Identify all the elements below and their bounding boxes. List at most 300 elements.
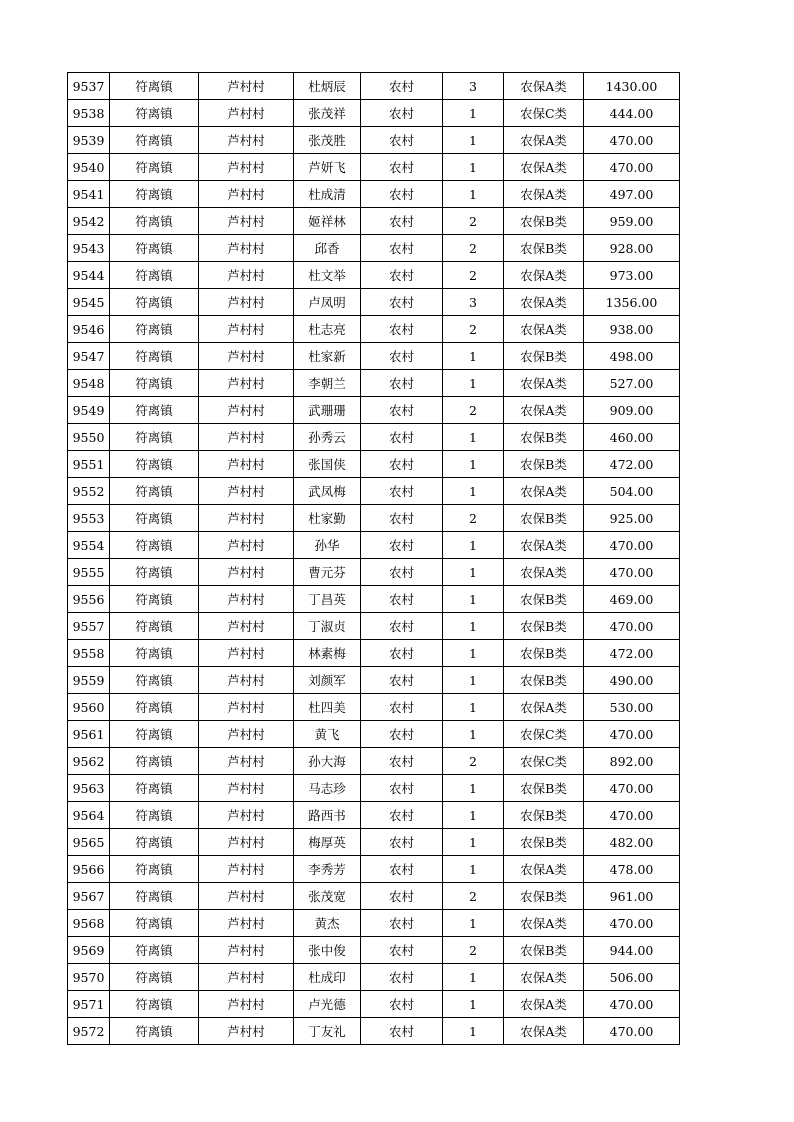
cell-household-type: 农村 <box>361 208 443 235</box>
table-row <box>68 910 680 937</box>
cell-row-number: 9548 <box>68 370 110 397</box>
table-row <box>68 802 680 829</box>
cell-village: 芦村村 <box>199 343 294 370</box>
cell-insurance-class: 农保A类 <box>504 154 584 181</box>
cell-village: 芦村村 <box>199 478 294 505</box>
cell-village: 芦村村 <box>199 505 294 532</box>
cell-village: 芦村村 <box>199 559 294 586</box>
table-row <box>68 667 680 694</box>
cell-row-number: 9542 <box>68 208 110 235</box>
cell-name: 姬祥林 <box>294 208 361 235</box>
cell-amount: 944.00 <box>584 937 680 964</box>
table-row <box>68 424 680 451</box>
cell-row-number: 9555 <box>68 559 110 586</box>
cell-row-number: 9572 <box>68 1018 110 1045</box>
cell-town: 符离镇 <box>110 856 199 883</box>
cell-insurance-class: 农保B类 <box>504 883 584 910</box>
cell-town: 符离镇 <box>110 505 199 532</box>
cell-amount: 470.00 <box>584 127 680 154</box>
cell-row-number: 9559 <box>68 667 110 694</box>
cell-insurance-class: 农保A类 <box>504 73 584 100</box>
cell-household-type: 农村 <box>361 721 443 748</box>
cell-village: 芦村村 <box>199 748 294 775</box>
cell-town: 符离镇 <box>110 748 199 775</box>
cell-family-size: 1 <box>443 532 504 559</box>
table-row <box>68 397 680 424</box>
cell-village: 芦村村 <box>199 883 294 910</box>
cell-town: 符离镇 <box>110 397 199 424</box>
cell-village: 芦村村 <box>199 397 294 424</box>
cell-family-size: 1 <box>443 559 504 586</box>
table-row <box>68 478 680 505</box>
cell-household-type: 农村 <box>361 154 443 181</box>
cell-village: 芦村村 <box>199 802 294 829</box>
cell-household-type: 农村 <box>361 127 443 154</box>
cell-amount: 472.00 <box>584 451 680 478</box>
table-row <box>68 451 680 478</box>
cell-town: 符离镇 <box>110 127 199 154</box>
cell-family-size: 1 <box>443 775 504 802</box>
cell-town: 符离镇 <box>110 532 199 559</box>
cell-town: 符离镇 <box>110 667 199 694</box>
cell-row-number: 9570 <box>68 964 110 991</box>
cell-household-type: 农村 <box>361 559 443 586</box>
cell-amount: 460.00 <box>584 424 680 451</box>
cell-family-size: 1 <box>443 829 504 856</box>
cell-family-size: 2 <box>443 505 504 532</box>
cell-insurance-class: 农保B类 <box>504 640 584 667</box>
cell-insurance-class: 农保A类 <box>504 856 584 883</box>
cell-amount: 527.00 <box>584 370 680 397</box>
cell-amount: 478.00 <box>584 856 680 883</box>
cell-family-size: 1 <box>443 964 504 991</box>
cell-name: 李秀芳 <box>294 856 361 883</box>
table-row <box>68 613 680 640</box>
cell-village: 芦村村 <box>199 532 294 559</box>
cell-household-type: 农村 <box>361 802 443 829</box>
cell-row-number: 9551 <box>68 451 110 478</box>
cell-insurance-class: 农保A类 <box>504 289 584 316</box>
table-row <box>68 640 680 667</box>
cell-row-number: 9564 <box>68 802 110 829</box>
cell-town: 符离镇 <box>110 991 199 1018</box>
cell-town: 符离镇 <box>110 343 199 370</box>
cell-name: 丁友礼 <box>294 1018 361 1045</box>
cell-town: 符离镇 <box>110 181 199 208</box>
table-row <box>68 856 680 883</box>
cell-household-type: 农村 <box>361 262 443 289</box>
cell-town: 符离镇 <box>110 100 199 127</box>
cell-town: 符离镇 <box>110 1018 199 1045</box>
cell-amount: 470.00 <box>584 613 680 640</box>
cell-row-number: 9540 <box>68 154 110 181</box>
cell-row-number: 9565 <box>68 829 110 856</box>
cell-insurance-class: 农保B类 <box>504 613 584 640</box>
cell-name: 张茂胜 <box>294 127 361 154</box>
cell-town: 符离镇 <box>110 154 199 181</box>
cell-household-type: 农村 <box>361 1018 443 1045</box>
cell-insurance-class: 农保A类 <box>504 478 584 505</box>
cell-household-type: 农村 <box>361 100 443 127</box>
cell-household-type: 农村 <box>361 343 443 370</box>
cell-insurance-class: 农保A类 <box>504 262 584 289</box>
cell-name: 黄飞 <box>294 721 361 748</box>
cell-name: 芦妍飞 <box>294 154 361 181</box>
cell-family-size: 1 <box>443 694 504 721</box>
cell-name: 孙大海 <box>294 748 361 775</box>
cell-name: 卢凤明 <box>294 289 361 316</box>
cell-family-size: 1 <box>443 991 504 1018</box>
cell-town: 符离镇 <box>110 586 199 613</box>
cell-village: 芦村村 <box>199 640 294 667</box>
cell-name: 杜炳辰 <box>294 73 361 100</box>
cell-name: 卢光德 <box>294 991 361 1018</box>
cell-amount: 928.00 <box>584 235 680 262</box>
table-row <box>68 73 680 100</box>
cell-row-number: 9538 <box>68 100 110 127</box>
cell-family-size: 2 <box>443 937 504 964</box>
cell-household-type: 农村 <box>361 235 443 262</box>
cell-insurance-class: 农保A类 <box>504 181 584 208</box>
cell-name: 丁淑贞 <box>294 613 361 640</box>
cell-row-number: 9554 <box>68 532 110 559</box>
cell-village: 芦村村 <box>199 1018 294 1045</box>
cell-village: 芦村村 <box>199 181 294 208</box>
cell-town: 符离镇 <box>110 640 199 667</box>
cell-amount: 470.00 <box>584 154 680 181</box>
table-row <box>68 235 680 262</box>
cell-insurance-class: 农保A类 <box>504 370 584 397</box>
cell-insurance-class: 农保B类 <box>504 235 584 262</box>
cell-household-type: 农村 <box>361 532 443 559</box>
cell-name: 张国侠 <box>294 451 361 478</box>
table-row <box>68 262 680 289</box>
cell-row-number: 9561 <box>68 721 110 748</box>
cell-insurance-class: 农保B类 <box>504 667 584 694</box>
cell-insurance-class: 农保B类 <box>504 424 584 451</box>
cell-name: 杜四美 <box>294 694 361 721</box>
cell-amount: 472.00 <box>584 640 680 667</box>
cell-family-size: 2 <box>443 397 504 424</box>
cell-row-number: 9539 <box>68 127 110 154</box>
cell-amount: 1356.00 <box>584 289 680 316</box>
cell-amount: 506.00 <box>584 964 680 991</box>
cell-insurance-class: 农保B类 <box>504 937 584 964</box>
cell-insurance-class: 农保A类 <box>504 316 584 343</box>
cell-household-type: 农村 <box>361 694 443 721</box>
cell-village: 芦村村 <box>199 775 294 802</box>
cell-village: 芦村村 <box>199 991 294 1018</box>
cell-family-size: 1 <box>443 343 504 370</box>
cell-village: 芦村村 <box>199 289 294 316</box>
cell-family-size: 2 <box>443 883 504 910</box>
cell-amount: 530.00 <box>584 694 680 721</box>
cell-family-size: 1 <box>443 451 504 478</box>
cell-amount: 498.00 <box>584 343 680 370</box>
cell-insurance-class: 农保C类 <box>504 748 584 775</box>
cell-town: 符离镇 <box>110 451 199 478</box>
cell-amount: 497.00 <box>584 181 680 208</box>
cell-row-number: 9545 <box>68 289 110 316</box>
table-row <box>68 694 680 721</box>
cell-insurance-class: 农保A类 <box>504 559 584 586</box>
cell-insurance-class: 农保B类 <box>504 208 584 235</box>
cell-town: 符离镇 <box>110 424 199 451</box>
cell-name: 孙秀云 <box>294 424 361 451</box>
cell-village: 芦村村 <box>199 721 294 748</box>
cell-insurance-class: 农保A类 <box>504 127 584 154</box>
cell-name: 李朝兰 <box>294 370 361 397</box>
table-row <box>68 100 680 127</box>
cell-insurance-class: 农保C类 <box>504 100 584 127</box>
cell-village: 芦村村 <box>199 694 294 721</box>
cell-row-number: 9544 <box>68 262 110 289</box>
table-row <box>68 883 680 910</box>
cell-name: 杜成印 <box>294 964 361 991</box>
cell-amount: 504.00 <box>584 478 680 505</box>
cell-name: 张茂祥 <box>294 100 361 127</box>
cell-name: 杜家勤 <box>294 505 361 532</box>
cell-name: 武凤梅 <box>294 478 361 505</box>
cell-amount: 938.00 <box>584 316 680 343</box>
cell-amount: 973.00 <box>584 262 680 289</box>
cell-amount: 470.00 <box>584 721 680 748</box>
cell-insurance-class: 农保A类 <box>504 964 584 991</box>
cell-household-type: 农村 <box>361 667 443 694</box>
cell-name: 路西书 <box>294 802 361 829</box>
cell-insurance-class: 农保B类 <box>504 505 584 532</box>
cell-insurance-class: 农保A类 <box>504 991 584 1018</box>
cell-town: 符离镇 <box>110 262 199 289</box>
cell-name: 张中俊 <box>294 937 361 964</box>
cell-amount: 470.00 <box>584 802 680 829</box>
cell-amount: 470.00 <box>584 775 680 802</box>
cell-row-number: 9537 <box>68 73 110 100</box>
cell-row-number: 9553 <box>68 505 110 532</box>
cell-household-type: 农村 <box>361 73 443 100</box>
cell-name: 林素梅 <box>294 640 361 667</box>
cell-town: 符离镇 <box>110 694 199 721</box>
cell-town: 符离镇 <box>110 235 199 262</box>
cell-name: 杜成清 <box>294 181 361 208</box>
cell-town: 符离镇 <box>110 802 199 829</box>
cell-household-type: 农村 <box>361 856 443 883</box>
cell-village: 芦村村 <box>199 208 294 235</box>
cell-family-size: 2 <box>443 262 504 289</box>
cell-family-size: 1 <box>443 154 504 181</box>
cell-amount: 909.00 <box>584 397 680 424</box>
cell-row-number: 9569 <box>68 937 110 964</box>
table-row <box>68 289 680 316</box>
cell-household-type: 农村 <box>361 991 443 1018</box>
cell-insurance-class: 农保A类 <box>504 397 584 424</box>
cell-row-number: 9550 <box>68 424 110 451</box>
cell-row-number: 9557 <box>68 613 110 640</box>
cell-name: 孙华 <box>294 532 361 559</box>
table-row <box>68 316 680 343</box>
cell-family-size: 1 <box>443 613 504 640</box>
table-row <box>68 775 680 802</box>
cell-insurance-class: 农保A类 <box>504 910 584 937</box>
table-row <box>68 964 680 991</box>
cell-town: 符离镇 <box>110 721 199 748</box>
cell-household-type: 农村 <box>361 586 443 613</box>
table-row <box>68 991 680 1018</box>
cell-name: 武珊珊 <box>294 397 361 424</box>
cell-amount: 470.00 <box>584 991 680 1018</box>
cell-name: 黄杰 <box>294 910 361 937</box>
cell-amount: 470.00 <box>584 910 680 937</box>
cell-name: 张茂宽 <box>294 883 361 910</box>
cell-family-size: 2 <box>443 235 504 262</box>
cell-household-type: 农村 <box>361 451 443 478</box>
cell-family-size: 1 <box>443 100 504 127</box>
cell-town: 符离镇 <box>110 775 199 802</box>
cell-family-size: 1 <box>443 640 504 667</box>
cell-amount: 470.00 <box>584 532 680 559</box>
cell-household-type: 农村 <box>361 478 443 505</box>
cell-family-size: 1 <box>443 127 504 154</box>
cell-household-type: 农村 <box>361 829 443 856</box>
table-row <box>68 370 680 397</box>
cell-insurance-class: 农保A类 <box>504 1018 584 1045</box>
cell-town: 符离镇 <box>110 613 199 640</box>
table-row <box>68 937 680 964</box>
cell-village: 芦村村 <box>199 154 294 181</box>
cell-town: 符离镇 <box>110 883 199 910</box>
cell-insurance-class: 农保B类 <box>504 343 584 370</box>
cell-amount: 490.00 <box>584 667 680 694</box>
cell-name: 杜家新 <box>294 343 361 370</box>
cell-household-type: 农村 <box>361 316 443 343</box>
cell-family-size: 1 <box>443 802 504 829</box>
cell-town: 符离镇 <box>110 370 199 397</box>
table-row <box>68 532 680 559</box>
cell-town: 符离镇 <box>110 289 199 316</box>
cell-insurance-class: 农保B类 <box>504 775 584 802</box>
cell-name: 刘颜军 <box>294 667 361 694</box>
cell-amount: 482.00 <box>584 829 680 856</box>
cell-family-size: 1 <box>443 181 504 208</box>
cell-name: 杜文举 <box>294 262 361 289</box>
cell-row-number: 9567 <box>68 883 110 910</box>
table-row <box>68 181 680 208</box>
cell-village: 芦村村 <box>199 73 294 100</box>
cell-row-number: 9541 <box>68 181 110 208</box>
cell-village: 芦村村 <box>199 100 294 127</box>
cell-town: 符离镇 <box>110 937 199 964</box>
cell-insurance-class: 农保B类 <box>504 802 584 829</box>
cell-family-size: 1 <box>443 586 504 613</box>
table-row <box>68 154 680 181</box>
table-row <box>68 829 680 856</box>
cell-row-number: 9568 <box>68 910 110 937</box>
cell-name: 丁昌英 <box>294 586 361 613</box>
cell-insurance-class: 农保A类 <box>504 694 584 721</box>
cell-household-type: 农村 <box>361 964 443 991</box>
cell-village: 芦村村 <box>199 910 294 937</box>
cell-amount: 1430.00 <box>584 73 680 100</box>
cell-town: 符离镇 <box>110 559 199 586</box>
table-row <box>68 1018 680 1045</box>
table-row <box>68 505 680 532</box>
cell-village: 芦村村 <box>199 964 294 991</box>
cell-family-size: 2 <box>443 316 504 343</box>
cell-amount: 444.00 <box>584 100 680 127</box>
cell-household-type: 农村 <box>361 613 443 640</box>
cell-row-number: 9562 <box>68 748 110 775</box>
cell-family-size: 3 <box>443 73 504 100</box>
cell-village: 芦村村 <box>199 586 294 613</box>
cell-name: 杜志亮 <box>294 316 361 343</box>
cell-row-number: 9556 <box>68 586 110 613</box>
cell-family-size: 1 <box>443 424 504 451</box>
cell-name: 马志珍 <box>294 775 361 802</box>
cell-family-size: 1 <box>443 667 504 694</box>
cell-amount: 470.00 <box>584 1018 680 1045</box>
cell-village: 芦村村 <box>199 262 294 289</box>
cell-village: 芦村村 <box>199 235 294 262</box>
table-row <box>68 559 680 586</box>
table-row <box>68 127 680 154</box>
cell-household-type: 农村 <box>361 289 443 316</box>
table-row <box>68 586 680 613</box>
cell-family-size: 1 <box>443 1018 504 1045</box>
cell-row-number: 9566 <box>68 856 110 883</box>
cell-amount: 892.00 <box>584 748 680 775</box>
cell-household-type: 农村 <box>361 181 443 208</box>
cell-village: 芦村村 <box>199 316 294 343</box>
cell-household-type: 农村 <box>361 424 443 451</box>
cell-household-type: 农村 <box>361 505 443 532</box>
cell-row-number: 9546 <box>68 316 110 343</box>
cell-amount: 470.00 <box>584 559 680 586</box>
cell-family-size: 2 <box>443 748 504 775</box>
cell-name: 邱香 <box>294 235 361 262</box>
cell-household-type: 农村 <box>361 883 443 910</box>
cell-insurance-class: 农保B类 <box>504 586 584 613</box>
table-row <box>68 208 680 235</box>
cell-town: 符离镇 <box>110 478 199 505</box>
cell-town: 符离镇 <box>110 964 199 991</box>
cell-village: 芦村村 <box>199 937 294 964</box>
cell-family-size: 2 <box>443 208 504 235</box>
cell-village: 芦村村 <box>199 127 294 154</box>
cell-household-type: 农村 <box>361 748 443 775</box>
cell-household-type: 农村 <box>361 397 443 424</box>
cell-insurance-class: 农保B类 <box>504 451 584 478</box>
cell-family-size: 1 <box>443 721 504 748</box>
records-table <box>67 72 680 1045</box>
cell-family-size: 1 <box>443 910 504 937</box>
cell-row-number: 9571 <box>68 991 110 1018</box>
cell-village: 芦村村 <box>199 451 294 478</box>
cell-town: 符离镇 <box>110 829 199 856</box>
cell-row-number: 9543 <box>68 235 110 262</box>
table-row <box>68 721 680 748</box>
cell-town: 符离镇 <box>110 910 199 937</box>
table-row <box>68 343 680 370</box>
cell-household-type: 农村 <box>361 937 443 964</box>
cell-town: 符离镇 <box>110 316 199 343</box>
cell-household-type: 农村 <box>361 640 443 667</box>
cell-village: 芦村村 <box>199 856 294 883</box>
cell-village: 芦村村 <box>199 424 294 451</box>
cell-town: 符离镇 <box>110 208 199 235</box>
cell-name: 曹元芬 <box>294 559 361 586</box>
cell-insurance-class: 农保A类 <box>504 532 584 559</box>
cell-family-size: 1 <box>443 856 504 883</box>
